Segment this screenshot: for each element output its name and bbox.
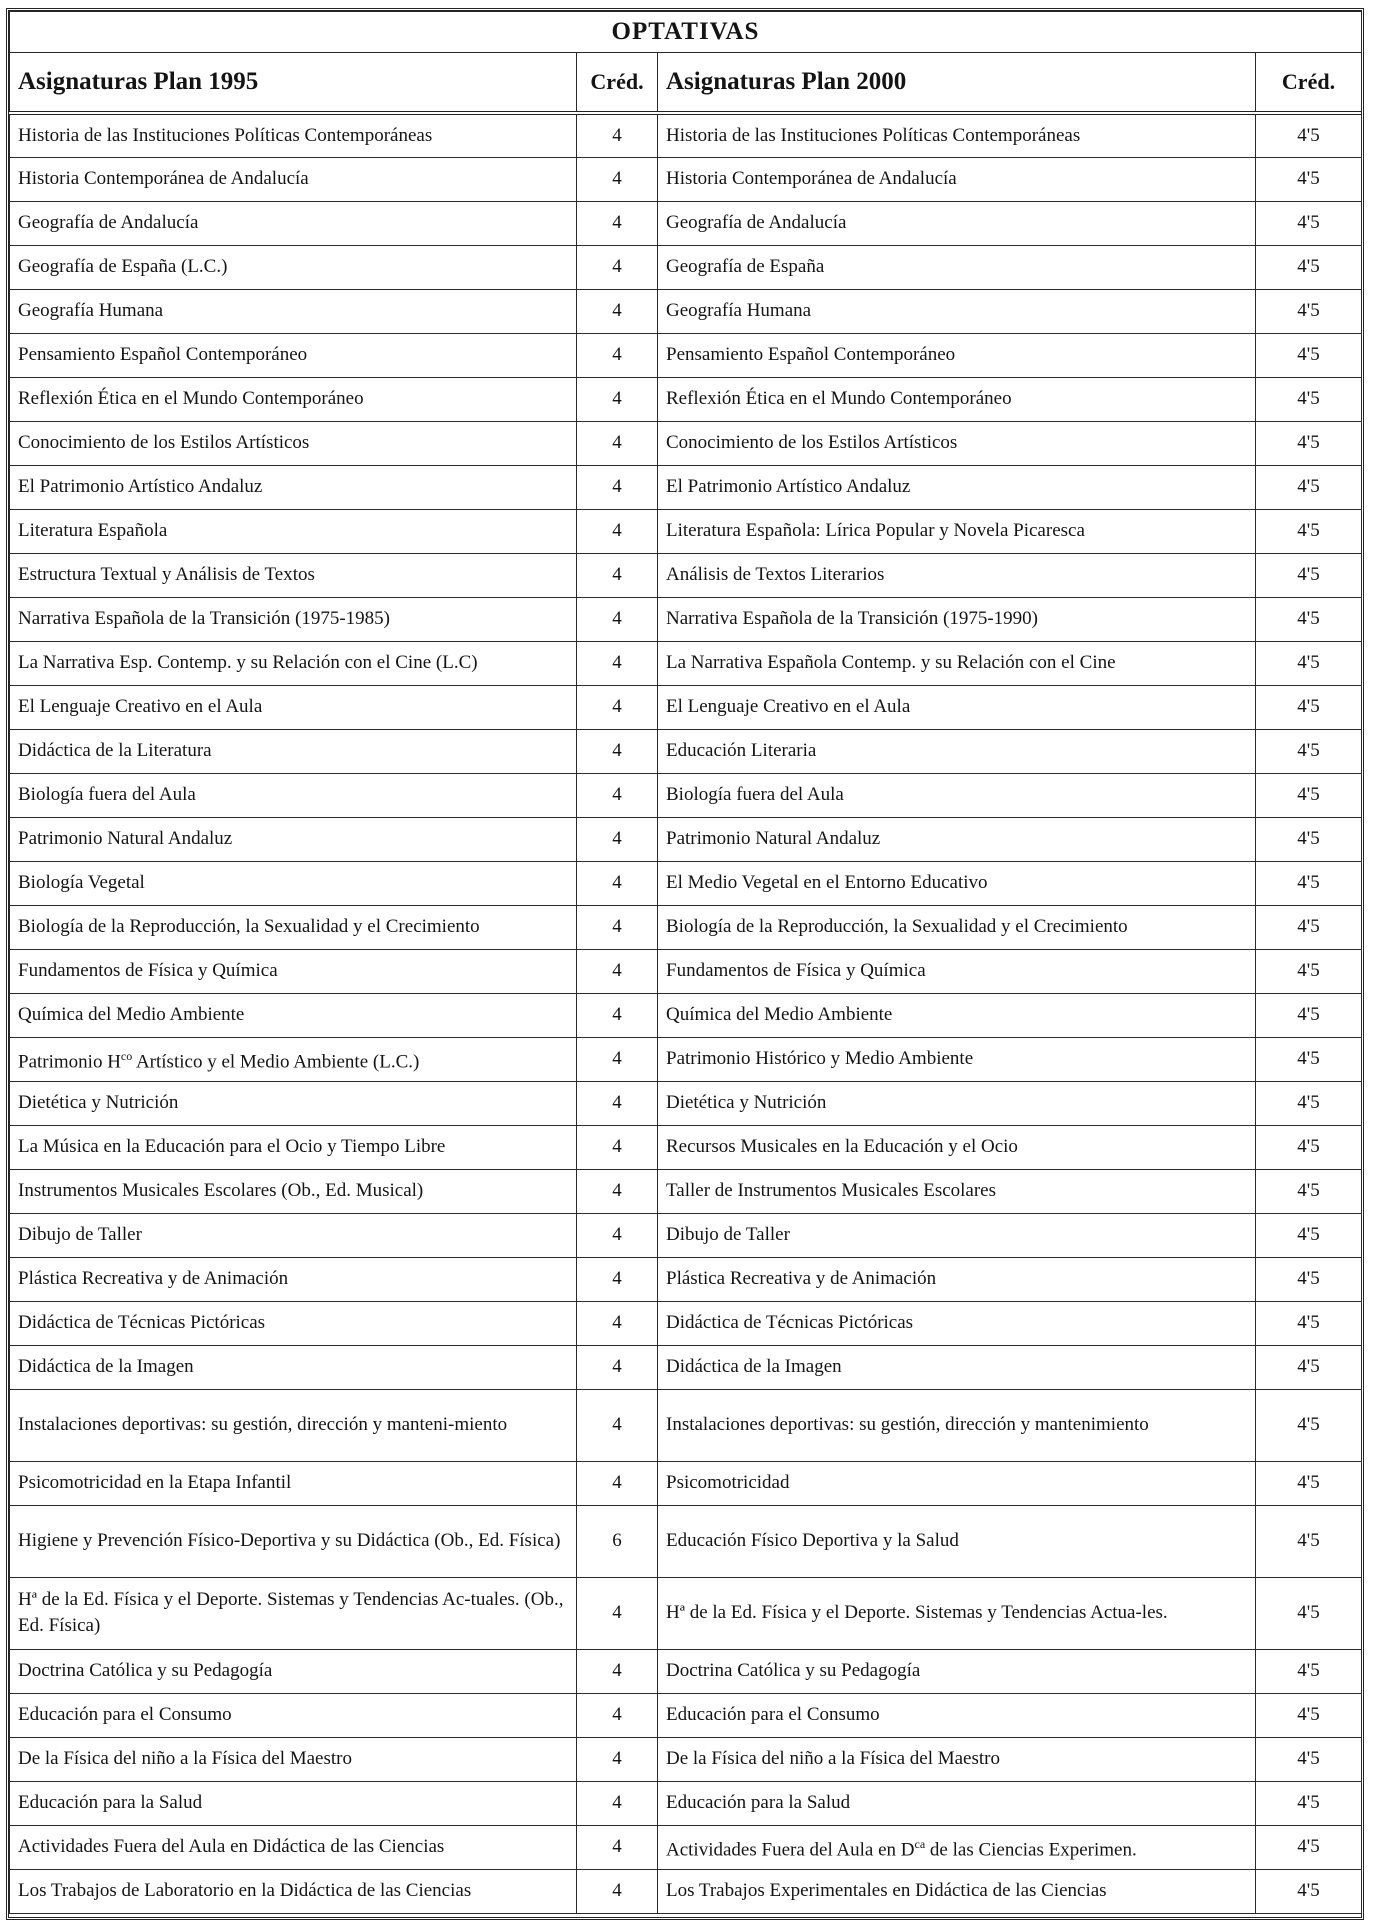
subject-1995-superscript: co [120,1048,133,1063]
credits-1995: 4 [577,1301,658,1345]
table-row [10,1577,1362,1649]
subject-2000-text: Historia de las Instituciones Políticas Contemporáneas [666,124,1081,146]
credits-2000: 4'5 [1256,1869,1362,1913]
subject-2000 [658,641,1256,685]
subject-1995 [10,201,577,245]
table-row [10,949,1362,993]
table-row [10,1461,1362,1505]
credits-1995: 4 [577,465,658,509]
subject-1995 [10,597,577,641]
subject-2000-text: Pensamiento Español Contemporáneo [666,344,956,365]
table-row [10,597,1362,641]
credits-1995: 4 [577,1037,658,1081]
subject-2000 [658,1825,1256,1869]
credits-1995: 4 [577,729,658,773]
subject-1995 [10,289,577,333]
table-row [10,1737,1362,1781]
credits-1995: 4 [577,509,658,553]
subject-2000 [658,1649,1256,1693]
credits-2000: 4'5 [1256,641,1362,685]
credits-2000: 4'5 [1256,1737,1362,1781]
table-row [10,113,1362,157]
subject-1995-text: Dibujo de Taller [18,1224,142,1245]
subject-1995 [10,157,577,201]
subject-1995-text-tail: Artístico y el Medio Ambiente (L.C.) [132,1051,420,1073]
subject-2000 [658,1505,1256,1577]
header-row [10,53,1362,114]
table-row [10,1869,1362,1913]
subject-2000-text: Instalaciones deportivas: su gestión, dirección y mantenimiento [666,1414,1149,1435]
subject-rows [10,113,1362,1913]
credits-2000: 4'5 [1256,157,1362,201]
subject-2000 [658,1213,1256,1257]
subject-1995 [10,641,577,685]
credits-2000: 4'5 [1256,1505,1362,1577]
subject-2000 [658,465,1256,509]
credits-2000: 4'5 [1256,773,1362,817]
table-row [10,157,1362,201]
credits-1995: 4 [577,377,658,421]
credits-2000: 4'5 [1256,1257,1362,1301]
subject-2000-text: El Medio Vegetal en el Entorno Educativo [666,872,988,893]
credits-1995: 4 [577,1737,658,1781]
table-row [10,1505,1362,1577]
subject-1995-text: Patrimonio H [18,1051,121,1073]
credits-1995: 4 [577,1461,658,1505]
subject-2000-text: Análisis de Textos Literarios [666,564,885,585]
subject-1995-text: Fundamentos de Física y Química [18,960,278,981]
subject-2000-text: Educación Literaria [666,740,817,761]
subject-1995 [10,905,577,949]
subject-2000-text: Patrimonio Natural Andaluz [666,828,881,849]
subject-2000-text: Biología fuera del Aula [666,784,844,805]
credits-1995: 4 [577,1169,658,1213]
credits-2000: 4'5 [1256,1461,1362,1505]
subject-2000-text: Doctrina Católica y su Pedagogía [666,1660,921,1681]
credits-2000: 4'5 [1256,1213,1362,1257]
subject-1995 [10,1081,577,1125]
subject-2000-text: Reflexión Ética en el Mundo Contemporáneo [666,388,1012,409]
credits-1995: 4 [577,113,658,157]
subject-1995 [10,465,577,509]
credits-2000: 4'5 [1256,509,1362,553]
credits-2000: 4'5 [1256,1781,1362,1825]
credits-1995: 4 [577,421,658,465]
credits-2000: 4'5 [1256,421,1362,465]
subject-1995-text: Geografía de España (L.C.) [18,256,228,277]
subject-2000 [658,1389,1256,1461]
credits-2000: 4'5 [1256,1037,1362,1081]
subject-1995-text: Geografía de Andalucía [18,212,199,233]
credits-2000: 4'5 [1256,245,1362,289]
subject-1995 [10,1737,577,1781]
credits-1995: 4 [577,1081,658,1125]
subject-1995-text: Geografía Humana [18,300,164,321]
subject-2000-text: Actividades Fuera del Aula en D [666,1839,915,1861]
subject-2000 [658,157,1256,201]
subject-2000 [658,421,1256,465]
credits-2000: 4'5 [1256,861,1362,905]
subject-1995-text: Plástica Recreativa y de Animación [18,1268,289,1289]
subject-2000-text: Didáctica de la Imagen [666,1356,842,1377]
optativas-document [6,8,1364,1920]
credits-1995: 4 [577,1577,658,1649]
credits-1995: 4 [577,1345,658,1389]
subject-1995-text: Narrativa Española de la Transición (1975-1985) [18,608,390,629]
subject-2000-text: Narrativa Española de la Transición (1975-1990) [666,608,1038,629]
credits-2000: 4'5 [1256,289,1362,333]
subject-2000-text: Hª de la Ed. Física y el Deporte. Sistemas y Tendencias Actua-les. [666,1602,1168,1623]
subject-1995 [10,509,577,553]
subject-2000 [658,289,1256,333]
credits-2000: 4'5 [1256,1825,1362,1869]
table-row [10,465,1362,509]
credits-2000: 4'5 [1256,1389,1362,1461]
subject-1995 [10,729,577,773]
table-row [10,1037,1362,1081]
credits-2000: 4'5 [1256,905,1362,949]
table-row [10,289,1362,333]
credits-2000: 4'5 [1256,113,1362,157]
credits-1995: 4 [577,1693,658,1737]
subject-2000 [658,1037,1256,1081]
subject-2000-text: Química del Medio Ambiente [666,1004,893,1025]
subject-2000-text: Educación para el Consumo [666,1704,880,1725]
subject-2000-text: Geografía de España [666,256,825,277]
credits-1995: 4 [577,817,658,861]
table-row [10,333,1362,377]
subject-2000 [658,1257,1256,1301]
credits-2000: 4'5 [1256,1081,1362,1125]
subject-2000 [658,1461,1256,1505]
subject-1995 [10,1345,577,1389]
subject-2000 [658,993,1256,1037]
subject-2000-text: Educación para la Salud [666,1792,851,1813]
credits-1995: 4 [577,993,658,1037]
subject-2000 [658,817,1256,861]
subject-2000-text: La Narrativa Española Contemp. y su Relación con el Cine [666,652,1116,673]
credits-2000: 4'5 [1256,465,1362,509]
header-plan-2000: Asignaturas Plan 2000 [658,53,1256,114]
table-row [10,1301,1362,1345]
credits-2000: 4'5 [1256,949,1362,993]
subject-1995-text: Didáctica de Técnicas Pictóricas [18,1312,266,1333]
credits-1995: 4 [577,245,658,289]
subject-2000 [658,597,1256,641]
subject-1995-text: Instalaciones deportivas: su gestión, dirección y manteni-miento [18,1414,508,1435]
subject-1995 [10,1693,577,1737]
subject-1995 [10,1037,577,1081]
credits-1995: 4 [577,1649,658,1693]
credits-1995: 4 [577,641,658,685]
subject-1995 [10,1781,577,1825]
subject-1995-text: Historia Contemporánea de Andalucía [18,168,309,189]
table-row [10,245,1362,289]
table-row [10,1389,1362,1461]
subject-2000 [658,1125,1256,1169]
credits-1995: 4 [577,773,658,817]
credits-2000: 4'5 [1256,201,1362,245]
subject-2000-text: Patrimonio Histórico y Medio Ambiente [666,1048,974,1069]
subject-2000 [658,1169,1256,1213]
credits-2000: 4'5 [1256,1301,1362,1345]
header-credits-1995: Créd. [577,53,658,114]
subject-2000 [658,1345,1256,1389]
table-row [10,993,1362,1037]
subject-2000-text: Conocimiento de los Estilos Artísticos [666,432,958,453]
subject-1995-text: Reflexión Ética en el Mundo Contemporáneo [18,388,364,409]
credits-1995: 4 [577,1781,658,1825]
subject-1995-text: La Música en la Educación para el Ocio y Tiempo Libre [18,1136,446,1157]
subject-2000-superscript: ca [914,1836,926,1851]
credits-2000: 4'5 [1256,597,1362,641]
subject-1995 [10,377,577,421]
subject-2000 [658,1737,1256,1781]
credits-2000: 4'5 [1256,1577,1362,1649]
subject-2000 [658,1869,1256,1913]
subject-2000-text: Dietética y Nutrición [666,1092,827,1113]
credits-2000: 4'5 [1256,377,1362,421]
subject-2000 [658,685,1256,729]
subject-1995 [10,993,577,1037]
subject-1995 [10,421,577,465]
table-row [10,1649,1362,1693]
subject-1995-text: Instrumentos Musicales Escolares (Ob., Ed. Musical) [18,1180,424,1201]
subject-2000 [658,201,1256,245]
subject-1995-text: Higiene y Prevención Físico-Deportiva y su Didáctica (Ob., Ed. Física) [18,1530,561,1551]
subject-2000-text: El Lenguaje Creativo en el Aula [666,696,911,717]
subject-1995-text: Doctrina Católica y su Pedagogía [18,1660,273,1681]
credits-2000: 4'5 [1256,685,1362,729]
optativas-table [9,11,1362,1914]
table-row [10,1081,1362,1125]
subject-2000 [658,949,1256,993]
subject-1995-text: Hª de la Ed. Física y el Deporte. Sistemas y Tendencias Ac-tuales. (Ob., Ed. Física) [18,1589,564,1636]
subject-2000-text-tail: de las Ciencias Experimen. [925,1839,1137,1861]
subject-2000-text: Literatura Española: Lírica Popular y Novela Picaresca [666,520,1085,541]
subject-1995-text: Biología Vegetal [18,872,145,893]
subject-2000-text: Plástica Recreativa y de Animación [666,1268,937,1289]
subject-1995 [10,1825,577,1869]
credits-1995: 6 [577,1505,658,1577]
subject-1995-text: Los Trabajos de Laboratorio en la Didáctica de las Ciencias [18,1880,472,1901]
table-row [10,773,1362,817]
subject-2000-text: Recursos Musicales en la Educación y el Ocio [666,1136,1018,1157]
table-row [10,1781,1362,1825]
subject-1995-text: Psicomotricidad en la Etapa Infantil [18,1472,292,1493]
credits-2000: 4'5 [1256,1169,1362,1213]
subject-2000 [658,333,1256,377]
table-row [10,1345,1362,1389]
subject-1995 [10,553,577,597]
subject-2000-text: Biología de la Reproducción, la Sexualidad y el Crecimiento [666,916,1128,937]
subject-1995-text: Patrimonio Natural Andaluz [18,828,233,849]
subject-2000 [658,1577,1256,1649]
subject-1995 [10,1301,577,1345]
credits-1995: 4 [577,685,658,729]
subject-1995-text: Didáctica de la Imagen [18,1356,194,1377]
table-row [10,509,1362,553]
subject-2000 [658,113,1256,157]
credits-1995: 4 [577,905,658,949]
header-plan-1995: Asignaturas Plan 1995 [10,53,577,114]
table-row [10,1825,1362,1869]
subject-1995-text: De la Física del niño a la Física del Maestro [18,1748,352,1769]
credits-2000: 4'5 [1256,333,1362,377]
subject-1995-text: La Narrativa Esp. Contemp. y su Relación con el Cine (L.C) [18,652,478,673]
credits-2000: 4'5 [1256,553,1362,597]
subject-2000-text: Dibujo de Taller [666,1224,790,1245]
credits-2000: 4'5 [1256,1649,1362,1693]
subject-2000 [658,509,1256,553]
subject-2000-text: El Patrimonio Artístico Andaluz [666,476,911,497]
subject-2000 [658,1693,1256,1737]
subject-1995 [10,333,577,377]
subject-2000-text: Taller de Instrumentos Musicales Escolares [666,1180,997,1201]
subject-1995 [10,245,577,289]
subject-2000 [658,861,1256,905]
subject-1995-text: Dietética y Nutrición [18,1092,179,1113]
subject-1995 [10,1169,577,1213]
subject-1995 [10,773,577,817]
subject-1995-text: Historia de las Instituciones Políticas Contemporáneas [18,124,433,146]
credits-1995: 4 [577,597,658,641]
credits-2000: 4'5 [1256,729,1362,773]
credits-1995: 4 [577,949,658,993]
table-row [10,553,1362,597]
subject-1995 [10,1869,577,1913]
subject-1995-text: Conocimiento de los Estilos Artísticos [18,432,310,453]
credits-2000: 4'5 [1256,1693,1362,1737]
subject-2000 [658,1781,1256,1825]
subject-1995 [10,817,577,861]
table-row [10,817,1362,861]
table-row [10,729,1362,773]
subject-2000 [658,1301,1256,1345]
subject-1995-text: Pensamiento Español Contemporáneo [18,344,308,365]
subject-1995 [10,861,577,905]
credits-2000: 4'5 [1256,993,1362,1037]
subject-1995-text: Biología fuera del Aula [18,784,196,805]
subject-1995-text: Literatura Española [18,520,168,541]
table-row [10,377,1362,421]
table-row [10,201,1362,245]
subject-2000 [658,905,1256,949]
subject-1995-text: El Lenguaje Creativo en el Aula [18,696,263,717]
subject-1995 [10,1461,577,1505]
credits-1995: 4 [577,157,658,201]
subject-1995 [10,1257,577,1301]
subject-1995-text: Estructura Textual y Análisis de Textos [18,564,315,585]
table-row [10,905,1362,949]
credits-1995: 4 [577,1125,658,1169]
subject-1995 [10,1577,577,1649]
table-row [10,1693,1362,1737]
credits-1995: 4 [577,861,658,905]
title-row [10,12,1362,53]
credits-2000: 4'5 [1256,817,1362,861]
subject-2000-text: Didáctica de Técnicas Pictóricas [666,1312,914,1333]
credits-1995: 4 [577,1257,658,1301]
credits-1995: 4 [577,1213,658,1257]
subject-2000 [658,1081,1256,1125]
credits-1995: 4 [577,289,658,333]
subject-2000-text: Historia Contemporánea de Andalucía [666,168,957,189]
subject-1995-text: Didáctica de la Literatura [18,740,212,761]
subject-1995 [10,685,577,729]
subject-1995-text: Educación para el Consumo [18,1704,232,1725]
subject-1995 [10,1213,577,1257]
table-row [10,1169,1362,1213]
subject-2000-text: Los Trabajos Experimentales en Didáctica de las Ciencias [666,1880,1107,1901]
subject-1995 [10,113,577,157]
subject-1995-text: Biología de la Reproducción, la Sexualidad y el Crecimiento [18,916,480,937]
subject-1995-text: Química del Medio Ambiente [18,1004,245,1025]
table-row [10,1213,1362,1257]
subject-2000-text: Psicomotricidad [666,1472,790,1493]
subject-2000 [658,773,1256,817]
subject-1995-text: Actividades Fuera del Aula en Didáctica de las Ciencias [18,1836,445,1857]
credits-1995: 4 [577,1869,658,1913]
subject-2000 [658,729,1256,773]
table-row [10,861,1362,905]
subject-1995 [10,1389,577,1461]
subject-1995-text: Educación para la Salud [18,1792,203,1813]
table-row [10,685,1362,729]
credits-2000: 4'5 [1256,1125,1362,1169]
subject-2000 [658,377,1256,421]
header-credits-2000: Créd. [1256,53,1362,114]
credits-1995: 4 [577,553,658,597]
subject-2000-text: Educación Físico Deportiva y la Salud [666,1530,959,1551]
subject-2000-text: Fundamentos de Física y Química [666,960,926,981]
table-row [10,421,1362,465]
subject-2000 [658,245,1256,289]
credits-1995: 4 [577,1389,658,1461]
table-title: OPTATIVAS [10,12,1362,53]
subject-2000-text: De la Física del niño a la Física del Maestro [666,1748,1000,1769]
subject-1995-text: El Patrimonio Artístico Andaluz [18,476,263,497]
credits-1995: 4 [577,201,658,245]
subject-1995 [10,1649,577,1693]
subject-1995 [10,1505,577,1577]
table-row [10,641,1362,685]
subject-2000 [658,553,1256,597]
table-row [10,1257,1362,1301]
table-row [10,1125,1362,1169]
subject-1995 [10,949,577,993]
credits-1995: 4 [577,333,658,377]
credits-1995: 4 [577,1825,658,1869]
credits-2000: 4'5 [1256,1345,1362,1389]
subject-2000-text: Geografía Humana [666,300,812,321]
subject-1995 [10,1125,577,1169]
subject-2000-text: Geografía de Andalucía [666,212,847,233]
